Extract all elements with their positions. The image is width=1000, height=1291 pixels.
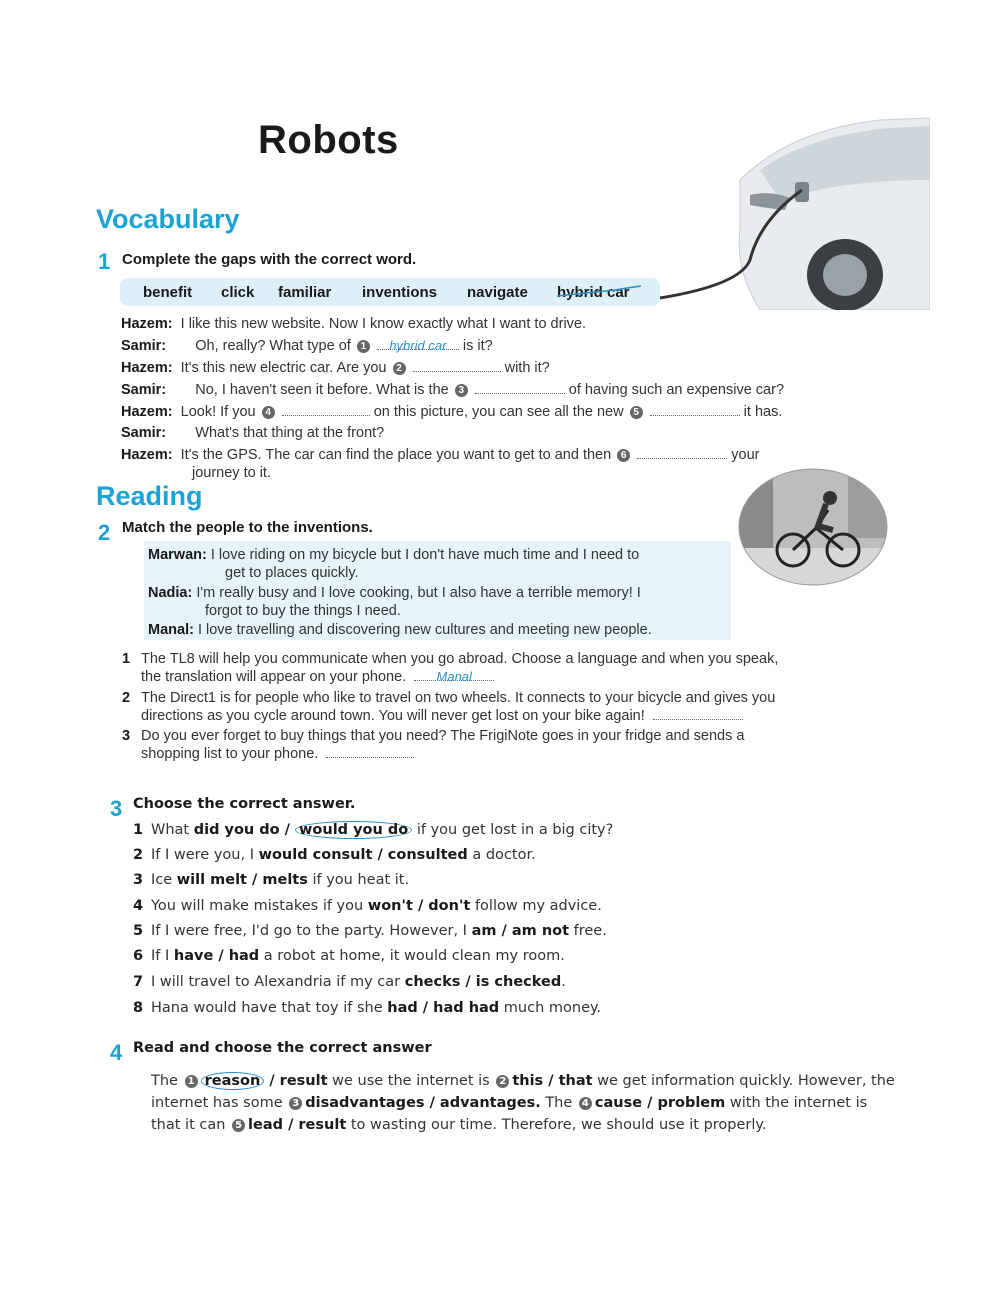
person-nadia: Nadia: I'm really busy and I love cooking, but I also have a terrible memory! I forgot to buy the things I need. [148,585,641,619]
dialogue-line-2: Samir: Oh, really? What type of 1 hybrid car is it? [121,338,493,354]
answer-blank[interactable] [653,707,743,720]
word-bank-item-crossed: hybrid car [557,284,630,301]
circled-answer: would you do [295,821,412,839]
gap-blank[interactable] [282,403,370,416]
paragraph-line-2: internet has some 3 disadvantages / advantages. The 4 cause / problem with the internet is [151,1095,868,1111]
question-3: 3 Ice will melt / melts if you heat it. [133,872,410,888]
paragraph-line-3: that it can 5 lead / result to wasting our time. Therefore, we should use it properly. [151,1117,767,1133]
person-manal: Manal: I love travelling and discovering new cultures and meeting new people. [148,622,652,638]
word-bank-item: navigate [467,284,528,301]
invention-item-3: 3 Do you ever forget to buy things that you need? The FrigiNote goes in your fridge and sends a shopping list to your phone. [122,728,745,762]
strikethrough-mark [555,284,645,302]
reading-heading: Reading [96,481,203,511]
exercise-4-number: 4 [110,1040,123,1065]
gap-number-1: 1 [357,340,370,353]
handwritten-answer: hybrid car [389,338,447,353]
exercise-3-number: 3 [110,796,123,821]
gap-number-3: 3 [455,384,468,397]
handwritten-answer: Manal [436,669,472,684]
person-marwan: Marwan: I love riding on my bicycle but I don't have much time and I need to get to places quickly. [148,547,640,581]
gap-number-2: 2 [393,362,406,375]
dialogue-line-3: Hazem: It's this new electric car. Are you 2 with it? [121,360,550,376]
page-title: Robots [258,118,399,162]
exercise-2-number: 2 [98,520,111,545]
dialogue-line-4: Samir: No, I haven't seen it before. What is the 3 of having such an expensive car? [121,382,785,398]
question-6: 6 If I have / had a robot at home, it would clean my room. [133,948,565,964]
dialogue-line-7: Hazem: It's the GPS. The car can find the place you want to get to and then 6 your journey to it. [121,447,760,481]
exercise-1-number: 1 [98,249,111,274]
circled-answer: reason [201,1072,265,1090]
gap-blank[interactable] [637,446,727,459]
invention-item-2: 2 The Direct1 is for people who like to travel on two wheels. It connects to your bicycle and gives you directions as you cycle around town. You will never get lost on your bike again! [122,690,776,724]
gap-blank[interactable] [475,381,565,394]
gap-number-6: 6 [617,449,630,462]
question-5: 5 If I were free, I'd go to the party. However, I am / am not free. [133,923,607,939]
dialogue-line-6: Samir: What's that thing at the front? [121,425,385,441]
question-2: 2 If I were you, I would consult / consulted a doctor. [133,847,536,863]
answer-blank[interactable] [326,745,414,758]
gap-number-5: 5 [630,406,643,419]
word-bank-item: click [221,284,255,301]
dialogue-line-5: Hazem: Look! If you 4 on this picture, you can see all the new 5 it has. [121,404,783,420]
exercise-2-instruction: Match the people to the inventions. [122,519,373,536]
exercise-1-instruction: Complete the gaps with the correct word. [122,251,417,268]
gap-number-4: 4 [262,406,275,419]
electric-car-image [640,110,930,310]
invention-item-1: 1 The TL8 will help you communicate when you go abroad. Choose a language and when you speak, the translation will appear on your phone. Manal [122,651,779,685]
vocabulary-heading: Vocabulary [96,204,240,234]
question-8: 8 Hana would have that toy if she had / had had much money. [133,1000,602,1016]
question-4: 4 You will make mistakes if you won't / don't follow my advice. [133,898,602,914]
dialogue-line-1: Hazem: I like this new website. Now I know exactly what I want to drive. [121,316,587,332]
question-1: 1 What did you do / would you do if you get lost in a big city? [133,822,614,838]
gap-blank[interactable] [650,403,740,416]
word-bank-item: familiar [278,284,332,301]
gap-blank[interactable] [413,359,501,372]
paragraph-line-1: The 1 reason / result we use the internet is 2 this / that we get information quickly. However, the [151,1073,895,1089]
word-bank-item: benefit [143,284,193,301]
word-bank-item: inventions [362,284,438,301]
question-7: 7 I will travel to Alexandria if my car checks / is checked. [133,974,566,990]
exercise-4-instruction: Read and choose the correct answer [133,1040,432,1056]
cyclist-image [738,468,888,586]
exercise-3-instruction: Choose the correct answer. [133,796,356,812]
